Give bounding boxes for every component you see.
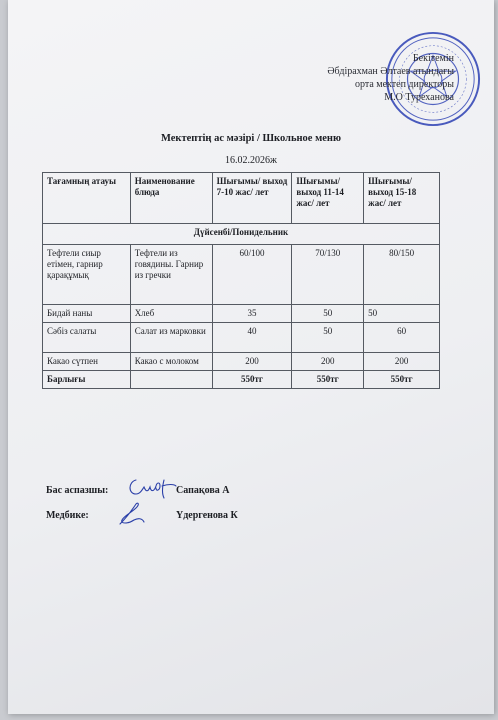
day-label: Дүйсенбі/Понидельник [43,224,440,245]
table-cell: 200 [212,353,292,371]
table-row [43,353,440,371]
table-row [43,323,440,353]
approval-line: Бекітемін [412,53,454,64]
column-header: Тағамның атауы [43,173,131,224]
table-cell: 35 [212,305,292,323]
table-cell: 80/150 [364,245,440,305]
table-cell: 60/100 [212,245,292,305]
document-date: 16.02.2026ж [225,155,277,166]
approval-line: М.О Туреханова [384,92,454,103]
table-cell: Какао сүтпен [43,353,131,371]
approval-line: Әбдірахман Әлтаев атындағы [327,66,454,77]
table-cell: 50 [364,305,440,323]
total-cell: 550тг [292,371,364,389]
total-cell: 550тг [212,371,292,389]
total-cell: 550тг [364,371,440,389]
table-cell: 200 [364,353,440,371]
table-cell: 70/130 [292,245,364,305]
menu-table [42,172,440,389]
column-header: Шығымы/ выход 11-14 жас/ лет [292,173,364,224]
table-cell: 50 [292,305,364,323]
table-cell: 60 [364,323,440,353]
total-label: Барлығы [43,371,131,389]
table-cell: Хлеб [130,305,212,323]
nurse-handwritten-signature [112,500,148,528]
day-row [43,224,440,245]
table-cell: 40 [212,323,292,353]
column-header: Шығымы/ выход 7-10 жас/ лет [212,173,292,224]
column-header: Наименование блюда [130,173,212,224]
table-cell: 200 [292,353,364,371]
cook-role-label: Бас аспазшы: [46,485,109,496]
cook-name: Сапақова А [176,485,230,496]
table-cell [130,371,212,389]
approval-line: орта мектеп директоры [354,79,454,90]
table-cell: Бидай наны [43,305,131,323]
table-row [43,245,440,305]
total-row [43,371,440,389]
table-cell: Салат из марковки [130,323,212,353]
column-header: Шығымы/ выход 15-18 жас/ лет [364,173,440,224]
table-cell: Сәбіз салаты [43,323,131,353]
approval-block [294,52,454,104]
table-row [43,305,440,323]
table-cell: Тефтели сиыр етімен, гарнир қарақұмық [43,245,131,305]
table-cell: Тефтели из говядины. Гарнир из гречки [130,245,212,305]
table-cell: 50 [292,323,364,353]
cook-handwritten-signature [126,474,178,500]
nurse-signature-line [46,510,238,521]
table-header-row [43,173,440,224]
nurse-name: Үдергенова К [176,510,238,521]
table-cell: Какао с молоком [130,353,212,371]
document-title: Мектептің ас мәзірі / Школьное меню [161,133,341,144]
nurse-role-label: Медбике: [46,510,89,521]
